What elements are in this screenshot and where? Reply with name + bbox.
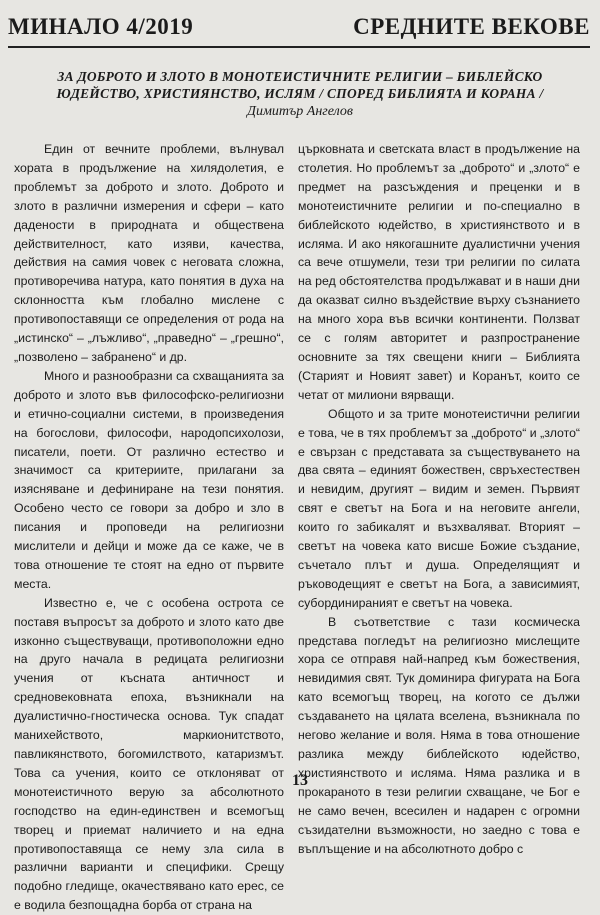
paragraph: Общото и за трите монотеистични религии е това, че в тях проблемът за „доброто“ и „злото“ е свързан с представата за съществуването на два свята – единият божествен, свръхестествен и невидим, другият – видим и земен. Първият свят е светът на Бога и на неговите ангели, които го забикалят и възхваляват. Вторият – светът на човека като висше Божие създание, съчетало плът и душа. Определящият и ръководещият е светът на Бога, а зависимият, субординираният е светът на човека. xyxy=(298,406,580,610)
article-author: Димитър Ангелов xyxy=(247,104,353,119)
paragraph: Един от вечните проблеми, вълнувал хората в продължение на хилядолетия, е проблемът за доброто и злото. Доброто и злото в различни измерения и сфери – като дадености в природната и обществена действителност, като изяви, качества, действия на самия човек с неговата сложна, противоречива натура, като понятия в духа на склонността към глобално мислене с противопоставящи се определения от рода на „истинско“ – „лъжливо“, „праведно“ – „грешно“, „позволено – забранено“ и др. xyxy=(14,142,284,364)
right-column xyxy=(298,140,580,858)
header-rule xyxy=(8,46,590,48)
journal-issue: МИНАЛО 4/2019 xyxy=(8,14,194,39)
paragraph: Много и разнообразни са схващанията за доброто и злото във философско-религиозни и етично-социални системи, в произведения на богослови, философи, народопсихолози, писатели, поети. От различно естество и значимост са критериите, прилагани за изясняване и дефиниране на тези понятия. Особено често се говори за добро и зло в писания и проповеди на религиозни мислители и дейци и може да се каже, че в това отношение те стоят на едно от първите места. xyxy=(14,368,284,591)
paragraph: църковната и светската власт в продължение на столетия. Но проблемът за „доброто“ и „злото“ е предмет на разсъждения и преценки и в монотеистичните религии и по-специално в библейското юдейство, в християнството и в исляма. И ако някогашните дуалистични учения са вече отшумели, тези три религии по силата на ред обстоятелства продължават и в наши дни да оказват силно въздействие върху съзнанието на много хора във всички континенти. Ползват се с голям авторитет и разпространение основните за тях свещени книги – Библията (Старият и Новият завет) и Коранът, които се четат от милиони вярващи. xyxy=(298,142,580,402)
page-number: 13 xyxy=(292,772,308,789)
running-header xyxy=(8,12,590,46)
paragraph: В съответствие с тази космическа представа погледът на религиозно мислещите хора се отправя най-напред към божествения, невидимия свят. Тук доминира фигурата на Бога като всемогъщ творец, на когото се дължи създаването на цялата вселена, възникнала по негово желание и воля. Няма в това отношение разлика между библейското юдейство, християнството и исляма. Няма разлика и в прокараното в тези религии схващане, че Бог е не само вечен, всесилен и надарен с огромни съзидателни възможности, но заедно с това е въплъщение и на абсолютното добро с xyxy=(298,614,580,856)
paragraph: Известно е, че с особена острота се поставя въпросът за доброто и злото като две изконно съществуващи, противоположни едно на друго начала в редицата религиозни учения от късната античност и средновековната епоха, възникнали на дуалистично-гностическа основа. Тук спадат манихейството, маркионитството, павликянството, богомилството, катаризмът. Това са учения, които се отклоняват от монотеистичното верую за абсолютното господство на един-единствен и всемогъщ творец и приемат наличието и на една противопоставяща се нему зла сила в различни варианти и специфики. Срещу подобно гледище, окачествявано като ерес, се е водила безпощадна борба от страна на xyxy=(14,595,284,913)
left-column xyxy=(14,140,284,915)
article-title-line-1: ЗА ДОБРОТО И ЗЛОТО В МОНОТЕИСТИЧНИТЕ РЕЛИГИИ – БИБЛЕЙСКО xyxy=(57,69,543,84)
article-title-line-2: ЮДЕЙСТВО, ХРИСТИЯНСТВО, ИСЛЯМ / СПОРЕД БИБЛИЯТА И КОРАНА / xyxy=(56,86,544,101)
section-title: СРЕДНИТЕ ВЕКОВЕ xyxy=(353,14,590,39)
article-title xyxy=(20,68,580,102)
